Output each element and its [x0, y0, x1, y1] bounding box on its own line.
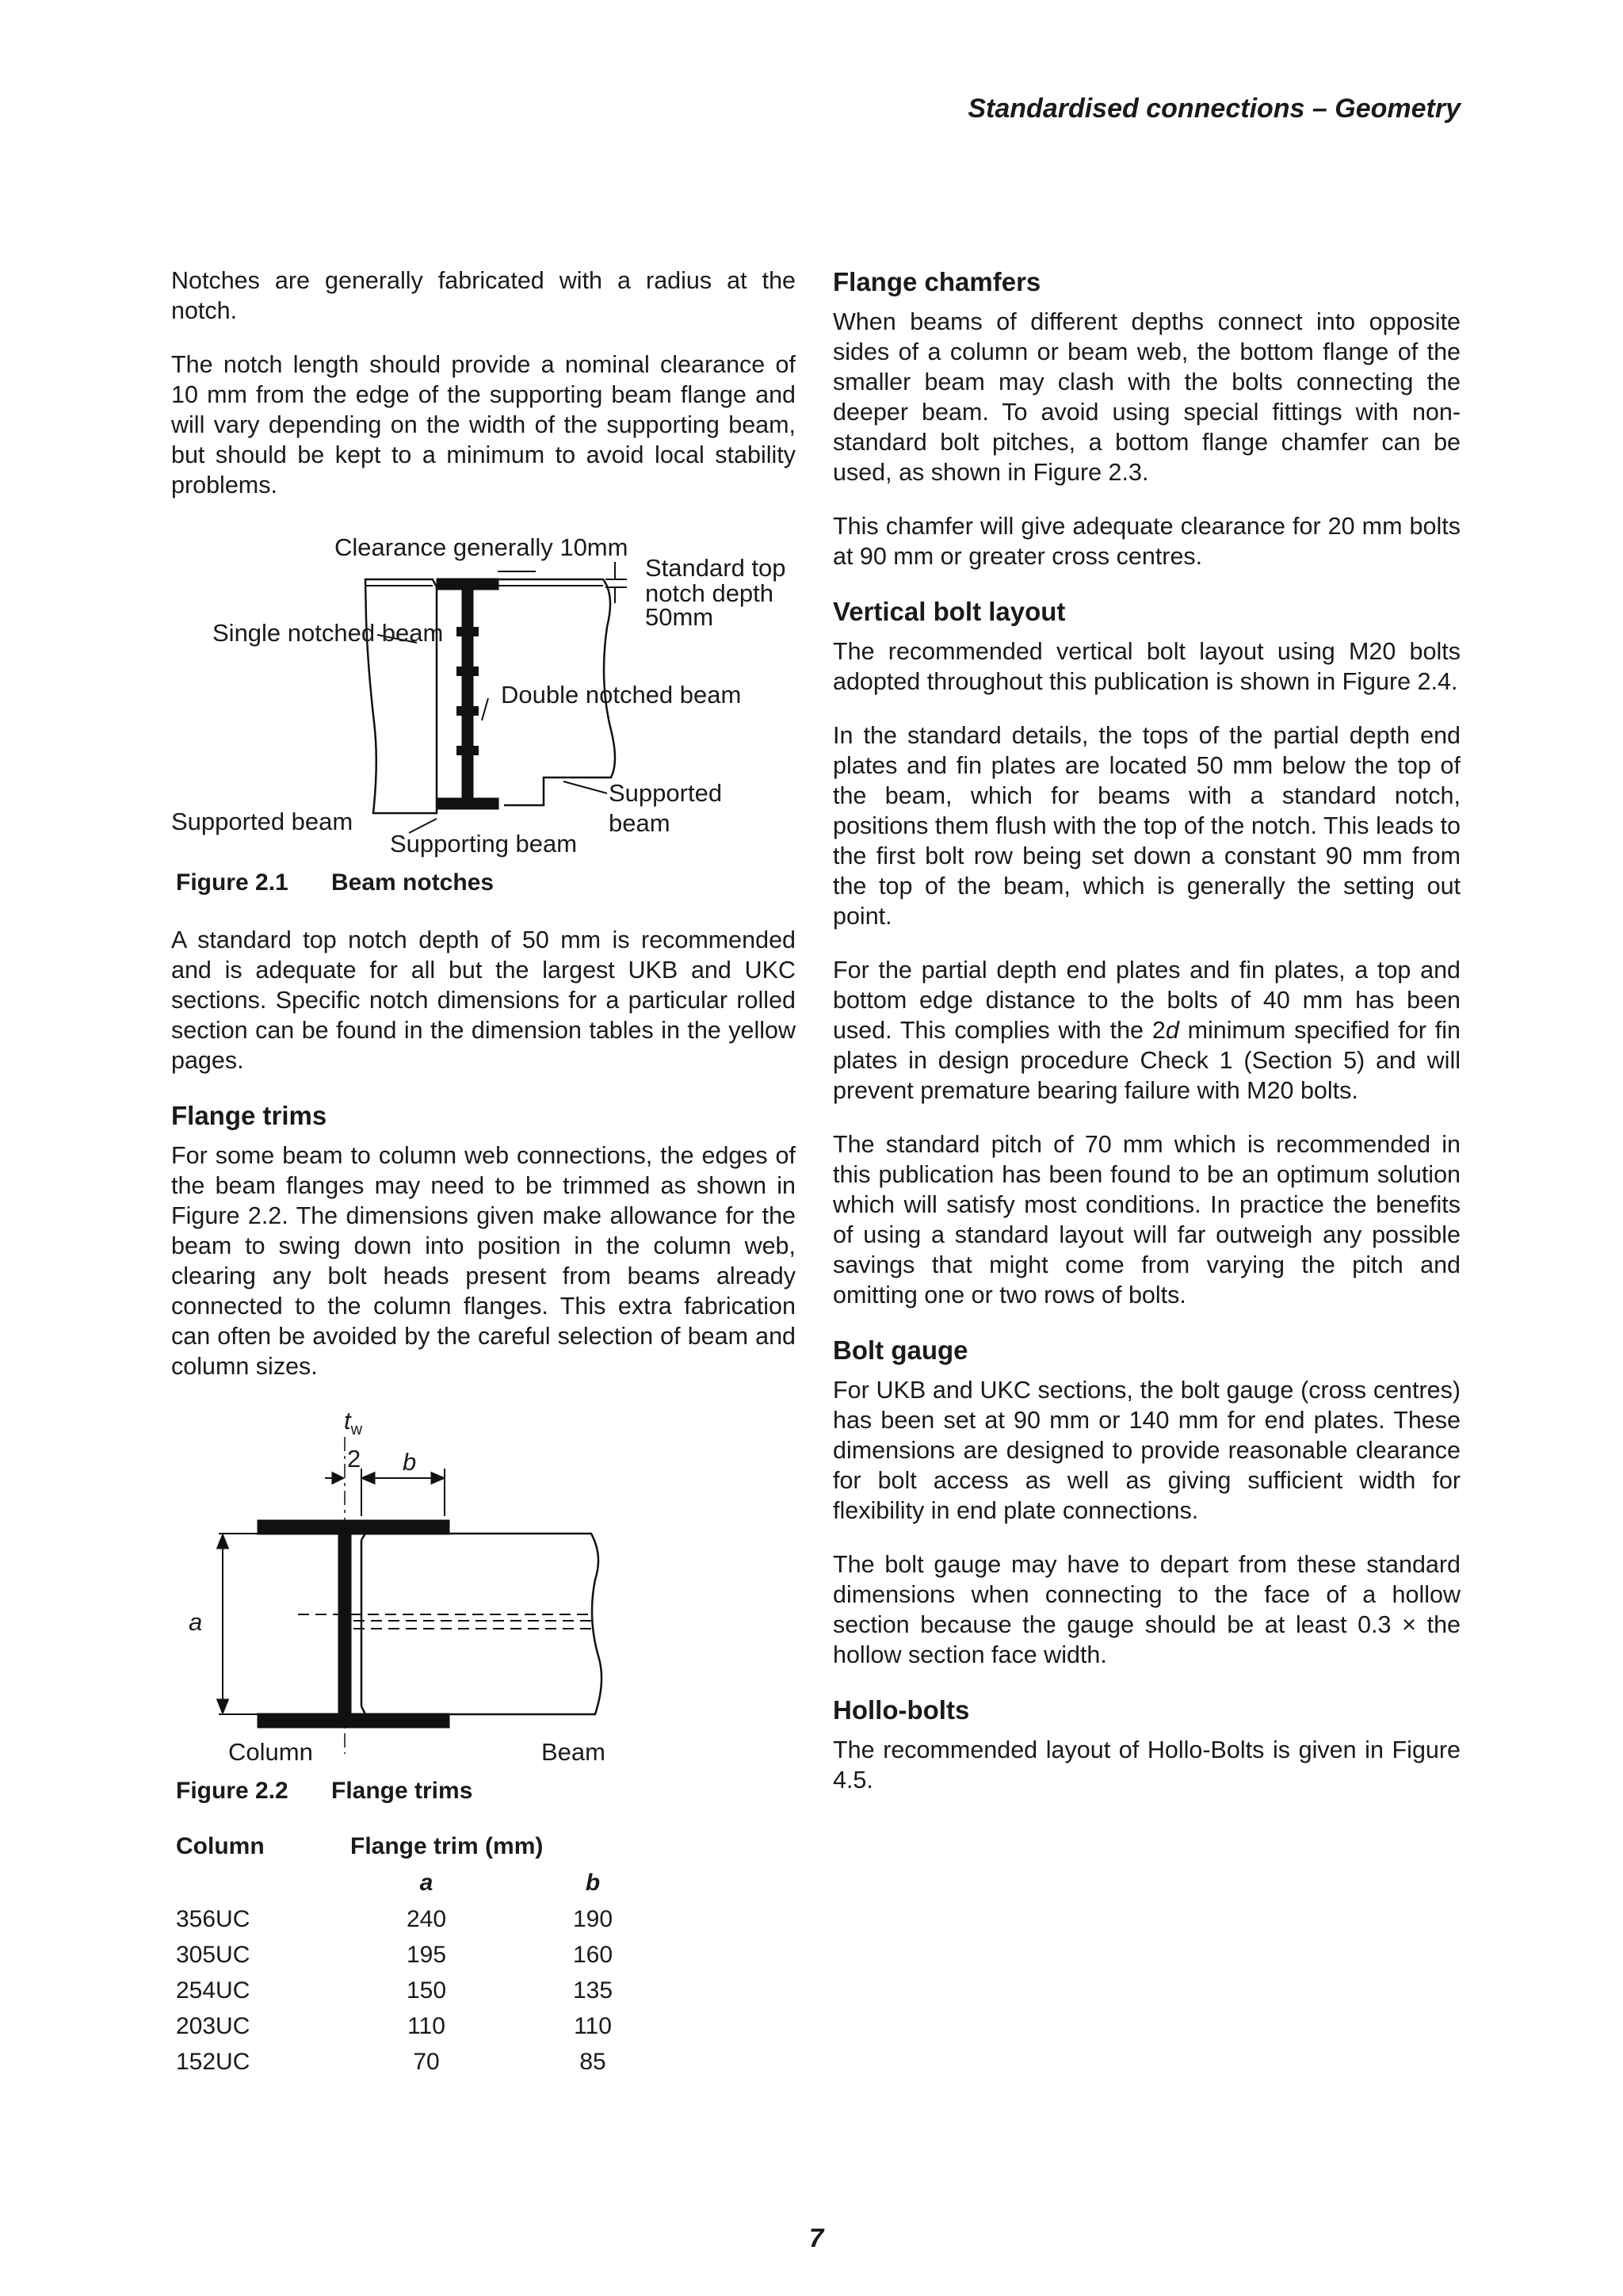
label-beam: Beam	[541, 1738, 605, 1766]
label-clearance: Clearance generally 10mm	[334, 533, 628, 561]
label-supporting-beam: Supporting beam	[390, 830, 578, 858]
label-column: Column	[228, 1738, 313, 1766]
label-double-notched-beam: Double notched beam	[501, 681, 742, 709]
paragraph: For some beam to column web connections, the edges of the beam flanges may need to be trimmed as shown in Figure 2.2. The dimensions given make allowance for the beam to swing down into position in the column web, clearing any bolt heads present from beams already connected to the column flanges. This extra fabrication can often be avoided by the careful selection of beam and column sizes.	[171, 1142, 796, 1380]
paragraph: Notches are generally fabricated with a radius at the notch.	[171, 267, 796, 324]
label-supported-beam-left: Supported beam	[171, 808, 353, 835]
label-two: 2	[347, 1445, 361, 1473]
figure-caption	[176, 1778, 796, 1805]
paragraph: The recommended layout of Hollo-Bolts is given in Figure 4.5.	[833, 1736, 1461, 1794]
table-row: 203UC 110 110	[176, 2012, 612, 2039]
th-a: a	[419, 1870, 433, 1896]
label-notch-depth: notch depth	[645, 579, 774, 607]
paragraph: The standard pitch of 70 mm which is recommended in this publication has been found to be an optimum solution which will satisfy most conditions. In practice the benefits of using a standard layout will far outweigh any possible savings that might come from varying the pitch and omitting one or two rows of bolts.	[833, 1131, 1461, 1308]
th-flange-trim: Flange trim (mm)	[350, 1833, 544, 1859]
paragraph: For UKB and UKC sections, the bolt gauge (cross centres) has been set at 90 mm or 140 mm for end plates. These dimensions are designed to provide reasonable clearance for bolt access as well as giving sufficient width for flexibility in end plate connections.	[833, 1377, 1461, 1524]
figure-flange-trims	[171, 1405, 796, 1778]
label-a: a	[189, 1608, 203, 1636]
label-tw-t: t	[344, 1407, 351, 1435]
section-heading: Flange chamfers	[833, 267, 1041, 296]
label-single-notched-beam: Single notched beam	[212, 619, 444, 647]
paragraph: The recommended vertical bolt layout using M20 bolts adopted throughout this publication is shown in Figure 2.4.	[833, 638, 1461, 695]
paragraph: For the partial depth end plates and fin plates, a top and bottom edge distance to the bolts of 40 mm has been used. This complies with the 2d minimum specified for fin plates in design procedure Check 1 (Section 5) and will prevent premature bearing failure with M20 bolts.	[833, 957, 1461, 1104]
paragraph: This chamfer will give adequate clearance for 20 mm bolts at 90 mm or greater cross centres.	[833, 513, 1461, 570]
th-b: b	[585, 1870, 601, 1896]
flange-trims-drawing	[171, 1405, 796, 1778]
table-row: 305UC 195 160	[176, 1941, 613, 1968]
caption-title: Beam notches	[331, 869, 495, 896]
running-header: Standardised connections – Geometry	[968, 94, 1461, 124]
flange-trim-table	[176, 1828, 680, 2080]
label-tw-sub: w	[350, 1421, 363, 1439]
caption-number: Figure 2.2	[176, 1778, 288, 1804]
paragraph: The bolt gauge may have to depart from these standard dimensions when connecting to the face of a hollow section because the gauge should be at least 0.3 × the hollow section face width.	[833, 1551, 1461, 1668]
right-column	[833, 266, 1461, 1819]
label-standard-top: Standard top	[645, 554, 786, 582]
caption-number: Figure 2.1	[176, 869, 288, 896]
table-row: 254UC 150 135	[176, 1977, 613, 2004]
label-50mm: 50mm	[645, 603, 714, 631]
page-number: 7	[808, 2223, 824, 2252]
section-heading: Flange trims	[171, 1101, 327, 1130]
section-heading: Hollo-bolts	[833, 1695, 970, 1725]
paragraph: When beams of different depths connect into opposite sides of a column or beam web, the bottom flange of the smaller beam may clash with the bolts connecting the deeper beam. To avoid using special fittings with non-standard bolt pitches, a bottom flange chamfer can be used, as shown in Figure 2.3.	[833, 308, 1461, 486]
label-tw	[344, 1407, 362, 1439]
section-heading: Bolt gauge	[833, 1335, 968, 1365]
left-column	[171, 266, 796, 2080]
caption-title: Flange trims	[331, 1778, 473, 1804]
figure-caption	[176, 869, 796, 896]
label-supported-right-1: Supported	[609, 779, 723, 807]
label-supported-right-2: beam	[609, 809, 670, 837]
table-row: 152UC 70 85	[176, 2048, 606, 2075]
figure-beam-notches	[171, 524, 796, 865]
paragraph: In the standard details, the tops of the partial depth end plates and fin plates are located 50 mm below the top of the beam, which for beams with a standard notch, positions them flush with the top of the notch. This leads to the first bolt row being set down a constant 90 mm from the top of the beam, which is generally the setting out point.	[833, 722, 1461, 930]
paragraph: The notch length should provide a nominal clearance of 10 mm from the edge of the supporting beam flange and will vary depending on the width of the supporting beam, but should be kept to a minimum to avoid local stability problems.	[171, 351, 796, 499]
paragraph: A standard top notch depth of 50 mm is recommended and is adequate for all but the largest UKB and UKC sections. Specific notch dimensions for a particular rolled section can be found in the dimension tables in the yellow pages.	[171, 926, 796, 1074]
section-heading: Vertical bolt layout	[833, 597, 1066, 626]
th-column: Column	[176, 1833, 265, 1859]
label-b: b	[403, 1448, 417, 1476]
table-row: 356UC 240 190	[176, 1905, 613, 1932]
